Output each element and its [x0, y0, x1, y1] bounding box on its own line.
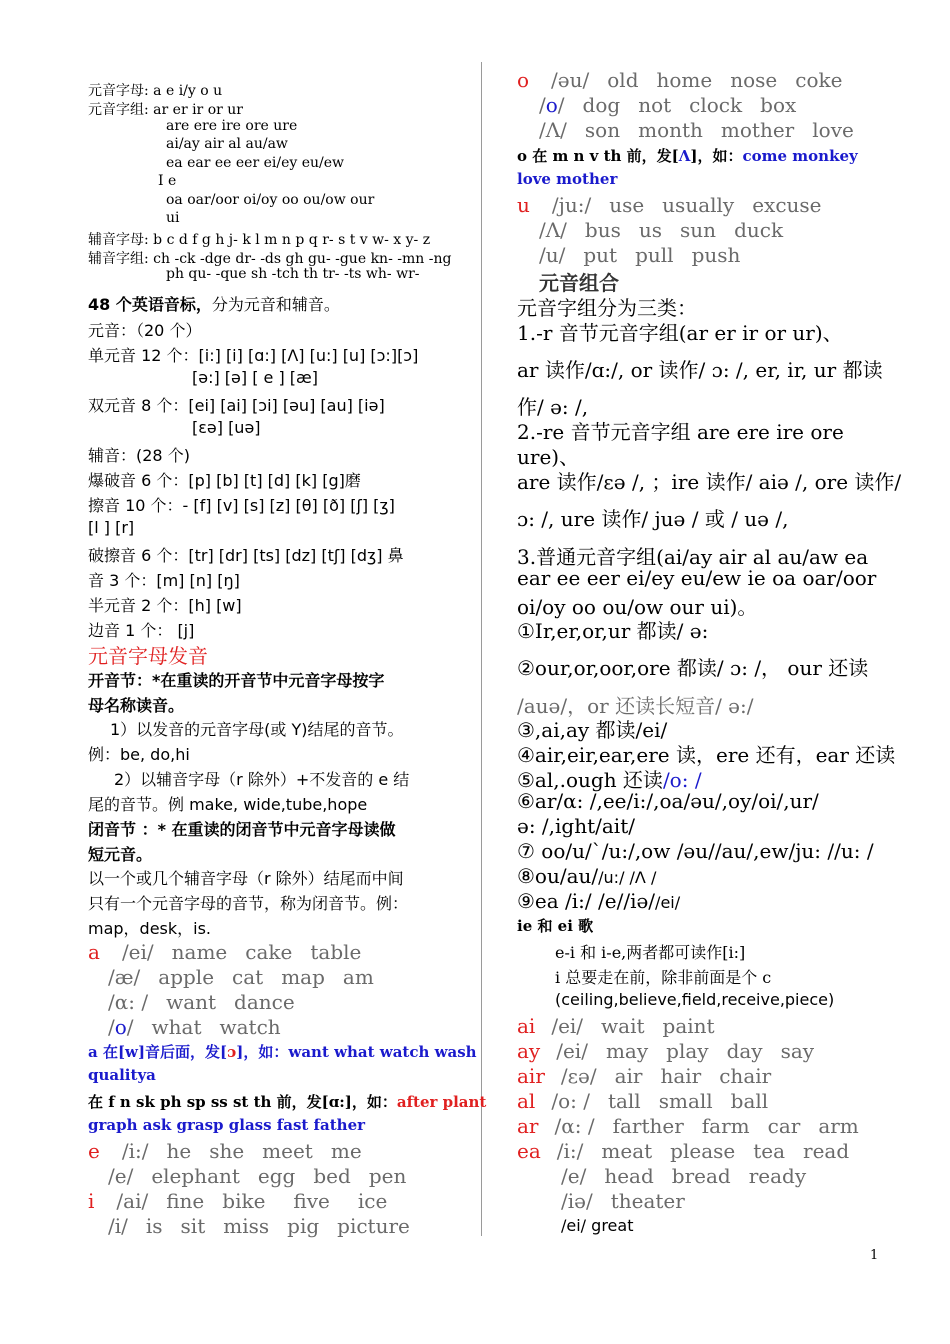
- example-row-o1: o /əu/ old home nose coke: [517, 68, 843, 92]
- body-line: ⑦ oo/u/`/u:/,ow /əu//au/,ew/ju: //u: /: [517, 839, 874, 863]
- note-a-f: 在 f n sk ph sp ss st th 前，发[ɑ:]，如：after plant: [88, 1093, 487, 1111]
- column-divider: [481, 62, 482, 1236]
- note-a-w: qualitya: [88, 1066, 156, 1084]
- open-syllable-rule: 母名称读音。: [88, 696, 185, 715]
- vowel-groups-line: oa oar/oor oi/oy oo ou/ow our: [166, 192, 375, 208]
- rule-text: map，desk，is.: [88, 919, 212, 938]
- semivowels-line: 半元音 2 个：[h] [w]: [88, 596, 242, 615]
- closed-syllable-rule: 闭音节 ：* 在重读的闭音节中元音字母读做: [88, 820, 396, 839]
- note-a-f: graph ask grasp glass fast father: [88, 1116, 366, 1134]
- body-line: ə: /,ight/ait/: [517, 814, 635, 838]
- vowel-groups-line: 元音字组: ar er ir or ur: [88, 102, 243, 118]
- body-line: ②our,or,oor,ore 都读/ ɔ: /， our 还读: [517, 656, 869, 680]
- vowels-heading: 元音：（20 个）: [88, 321, 202, 340]
- plosives-line: 爆破音 6 个：[p] [b] [t] [d] [k] [g]磨: [88, 471, 361, 490]
- body-line: ar 读作/ɑ:/, or 读作/ ɔ: /, er, ir, ur 都读: [517, 358, 883, 382]
- closed-syllable-rule: 短元音。: [88, 845, 153, 864]
- vowel-groups-line: ui: [166, 210, 180, 226]
- body-line: 1.-r 音节元音字组(ar er ir or ur)、: [517, 321, 843, 345]
- body-line: ⑧ou/au//u:/ /Λ /: [517, 864, 657, 888]
- fricatives-line: 擦音 10 个：- [f] [v] [s] [z] [θ] [ð] [ʃ] [ʒ]: [88, 496, 395, 515]
- example-row-ea1: ea /i:/ meat please tea read: [517, 1139, 850, 1163]
- lateral-line: 边音 1 个： [j]: [88, 621, 195, 640]
- vowel-groups-line: ea ear ee eer ei/ey eu/ew: [166, 155, 345, 171]
- fricatives-line: [l ] [r]: [88, 518, 135, 537]
- body-line: ure)、: [517, 445, 580, 469]
- diphthongs-line: 双元音 8 个：[ei] [ai] [ɔi] [əu] [au] [iə]: [88, 396, 385, 415]
- example-row-o2: /o/ dog not clock box: [539, 93, 797, 117]
- body-line: ɔ: /, ure 读作/ juə / 或 / uə /,: [517, 507, 789, 531]
- body-line: oi/oy oo ou/ow our ui)。: [517, 595, 758, 619]
- body-line: ear ee eer ei/ey eu/ew ie oa oar/oor: [517, 566, 877, 590]
- vowel-groups-line: I e: [158, 173, 177, 189]
- example-row-o3: /Λ/ son month mother love: [539, 118, 854, 142]
- example-row-ay: ay /ei/ may play day say: [517, 1039, 815, 1063]
- example-row-ar: ar /α: / farther farm car arm: [517, 1114, 859, 1138]
- diphthongs-line: [εə] [uə]: [192, 418, 261, 437]
- page-number: 1: [870, 1248, 879, 1263]
- body-line: ③,ai,ay 都读/ei/: [517, 718, 668, 742]
- body-line: ⑤al,.ough 还读/o: /: [517, 768, 702, 792]
- section-title: 元音字母发音: [88, 644, 208, 668]
- example-row-ea2: /e/ head bread ready: [561, 1164, 807, 1188]
- example-row-u3: /u/ put pull push: [539, 243, 741, 267]
- section-heading: 元音组合: [539, 271, 619, 295]
- consonant-groups-line: ph qu- -que sh -tch th tr- -ts wh- wr-: [166, 266, 420, 282]
- rule-text: 例：be, do,hi: [88, 745, 190, 764]
- body-line: ④air,eir,ear,ere 读，ere 还有，ear 还读: [517, 743, 896, 767]
- open-syllable-rule: 开音节：*在重读的开音节中元音字母按字: [88, 671, 385, 690]
- vowel-groups-line: ai/ay air al au/aw: [166, 136, 288, 152]
- rule-text: 2）以辅音字母（r 除外）+不发音的 e 结: [114, 770, 410, 789]
- vowel-letters-line: 元音字母: a e i/y o u: [88, 83, 223, 99]
- body-line: are 读作/εə /, ；ire 读作/ aiə /, ore 读作/: [517, 470, 902, 494]
- example-row-ea3: /iə/ theater: [561, 1189, 685, 1213]
- example-row-a1: a /ei/ name cake table: [88, 940, 362, 964]
- example-row-ea4: /ei/ great: [561, 1216, 634, 1235]
- monophthongs-line: [ə:] [ə] [ e ] [æ]: [192, 368, 318, 387]
- body-line: 作/ ə: /,: [517, 395, 589, 419]
- note-o-mnvth: o 在 m n v th 前，发[Λ]，如：come monkey: [517, 147, 858, 165]
- example-row-a2: /æ/ apple cat map am: [108, 965, 374, 989]
- body-line: 2.-re 音节元音字组 are ere ire ore: [517, 420, 844, 444]
- consonant-letters-line: 辅音字母: b c d f g h j- k l m n p q r- s t v w- x y- z: [88, 232, 431, 248]
- body-line: 元音字组分为三类：: [517, 296, 697, 320]
- note-a-w: a 在[w]音后面，发[ɔ]，如：want what watch wash: [88, 1043, 477, 1061]
- body-line: 3.普通元音字组(ai/ay air al au/aw ea: [517, 545, 869, 569]
- example-row-e2: /e/ elephant egg bed pen: [108, 1164, 407, 1188]
- example-row-i1: i /ai/ fine bike five ice: [88, 1189, 388, 1213]
- note-o-mnvth: love mother: [517, 170, 618, 188]
- consonant-groups-line: 辅音字组: ch -ck -dge dr- -ds gh gu- -gue kn- -mn -ng: [88, 251, 452, 267]
- example-row-air: air /εə/ air hair chair: [517, 1064, 772, 1088]
- body-line: ①Ir,er,or,ur 都读/ ə:: [517, 619, 709, 643]
- rule-text: 以一个或几个辅音字母（r 除外）结尾而中间: [88, 869, 404, 888]
- monophthongs-line: 单元音 12 个：[i:] [i] [ɑ:] [Λ] [u:] [u] [ɔ:][ɔ]: [88, 346, 419, 365]
- example-row-e1: e /i:/ he she meet me: [88, 1139, 362, 1163]
- rule-text: 只有一个元音字母的音节，称为闭音节。例：: [88, 894, 409, 913]
- body-line: ⑥ar/α: /,ee/i:/,oa/əu/,oy/oi/,ur/: [517, 789, 819, 813]
- rule-text: 尾的音节。例 make, wide,tube,hope: [88, 795, 368, 814]
- song-line: i 总要走在前，除非前面是个 c: [555, 968, 772, 987]
- example-row-u2: /Λ/ bus us sun duck: [539, 218, 784, 242]
- body-line: ⑨ea /i:/ /e//iə//ei/: [517, 889, 681, 913]
- example-row-a4: /o/ what watch: [108, 1015, 281, 1039]
- body-line: /auə/，or 还读长短音/ ə:/: [517, 694, 754, 718]
- rule-text: 1）以发音的元音字母(或 Y)结尾的音节。: [110, 720, 404, 739]
- song-line: (ceiling,believe,field,receive,piece): [555, 990, 835, 1009]
- example-row-ai: ai /ei/ wait paint: [517, 1014, 715, 1038]
- example-row-a3: /α: / want dance: [108, 990, 295, 1014]
- example-row-i2: /i/ is sit miss pig picture: [108, 1214, 410, 1238]
- song-title: ie 和 ei 歌: [517, 917, 594, 935]
- song-line: e-i 和 i-e,两者都可读作[i:]: [555, 943, 746, 962]
- phonetics-intro: 48 个英语音标，分为元音和辅音。: [88, 295, 340, 314]
- vowel-groups-line: are ere ire ore ure: [166, 118, 298, 134]
- affricates-line: 破擦音 6 个：[tr] [dr] [ts] [dz] [tʃ] [dʒ] 鼻: [88, 546, 404, 565]
- consonants-heading: 辅音：(28 个): [88, 446, 190, 465]
- example-row-u1: u /ju:/ use usually excuse: [517, 193, 822, 217]
- nasals-line: 音 3 个：[m] [n] [ŋ]: [88, 571, 240, 590]
- example-row-al: al /o: / tall small ball: [517, 1089, 769, 1113]
